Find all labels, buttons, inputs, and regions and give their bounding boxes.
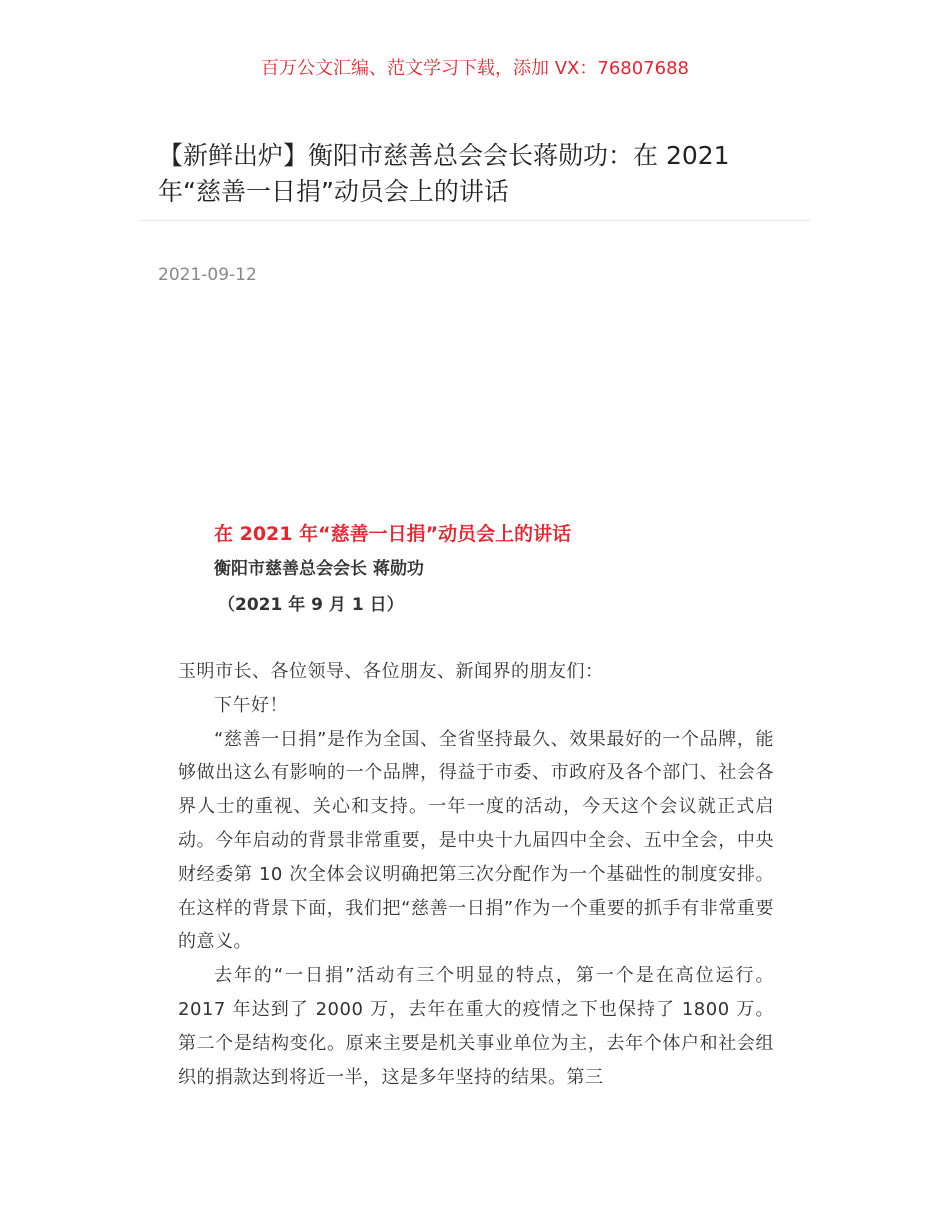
speech-title: 在 2021 年“慈善一日捐”动员会上的讲话 <box>214 523 572 545</box>
greeting: 下午好！ <box>214 694 288 716</box>
publish-date: 2021-09-12 <box>158 265 257 285</box>
article-title: 【新鲜出炉】衡阳市慈善总会会长蒋勋功：在 2021 年“慈善一日捐”动员会上的讲话 <box>158 141 730 206</box>
title-divider <box>140 220 810 221</box>
salutation: 玉明市长、各位领导、各位朋友、新闻界的朋友们： <box>178 661 604 682</box>
paragraph: 去年的“一日捐”活动有三个明显的特点，第一个是在高位运行。2017 年达到了 2000 万，去年在重大的疫情之下也保持了 1800 万。第二个是结构变化。原来主要是机关事业单位为主，去年个体户和社会组织的捐款达到将近一半，这是多年坚持的结果。第三 <box>178 965 774 1088</box>
speaker-line: 衡阳市慈善总会会长 蒋勋功 <box>214 559 424 579</box>
paragraph: “慈善一日捐”是作为全国、全省坚持最久、效果最好的一个品牌，能够做出这么有影响的一个品牌，得益于市委、市政府及各个部门、社会各界人士的重视、关心和支持。一年一度的活动，今天这个会议就正式启动。今年启动的背景非常重要，是中央十九届四中全会、五中全会，中央财经委第 10 次全体会议明确把第三次分配作为一个基础性的制度安排。在这样的背景下面，我们把“慈善一日捐”作为一个重要的抓手有非常重要的意义。 <box>178 728 774 953</box>
promo-banner: 百万公文汇编、范文学习下载，添加 VX：76807688 <box>261 58 689 79</box>
speech-date: （2021 年 9 月 1 日） <box>218 595 404 615</box>
speech-body <box>178 655 774 1094</box>
